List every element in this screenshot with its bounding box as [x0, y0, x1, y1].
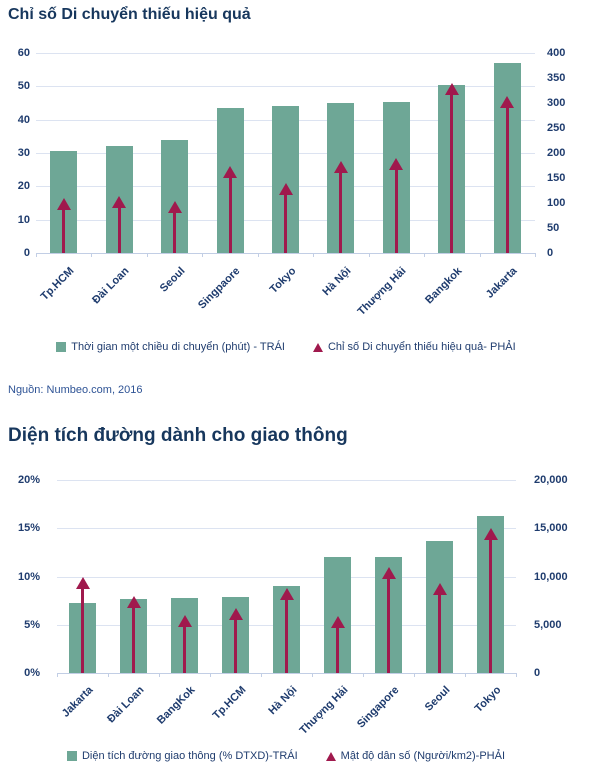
- arrow-marker-stem: [81, 586, 84, 674]
- left-axis-tick: 50: [17, 80, 30, 93]
- chart2-legend: [0, 750, 572, 762]
- x-axis-label: Hà Nội: [320, 265, 354, 299]
- bar-series-marker-icon: [67, 751, 77, 761]
- arrow-marker-stem: [173, 210, 176, 254]
- x-axis-label: Đài Loan: [104, 684, 146, 726]
- chart1-bar-legend-label: Thời gian một chiều di chuyển (phút) - TRÁI: [71, 341, 285, 353]
- arrow-marker-stem: [450, 92, 453, 253]
- x-axis-label: Singapore: [354, 684, 401, 731]
- arrow-marker-stem: [339, 170, 342, 254]
- x-axis-label: Thượng Hải: [297, 684, 350, 737]
- arrow-marker-head: [57, 198, 71, 210]
- right-axis-tick: 0: [547, 247, 554, 259]
- gridline: [57, 673, 516, 674]
- left-axis-tick: 60: [17, 47, 30, 59]
- gridline: [36, 53, 535, 54]
- chart2-left-axis: [0, 474, 40, 679]
- right-axis-tick: 200: [547, 147, 566, 159]
- left-axis-tick: 30: [17, 147, 30, 159]
- left-axis-tick: 20: [17, 180, 30, 193]
- arrow-marker-stem: [387, 576, 390, 673]
- x-axis-label: Tokyo: [267, 265, 298, 296]
- arrow-marker-stem: [229, 175, 232, 254]
- x-axis-label: Tp.HCM: [210, 684, 248, 722]
- gridline: [57, 528, 516, 529]
- right-axis-tick: 50: [547, 222, 560, 234]
- right-axis-tick: 400: [547, 47, 566, 59]
- arrow-series-marker-icon: [313, 343, 323, 352]
- x-axis-label: Singpaore: [196, 265, 243, 312]
- bar-series-marker-icon: [56, 342, 66, 352]
- arrow-marker-stem: [395, 167, 398, 253]
- right-axis-tick: 100: [547, 197, 566, 209]
- right-axis-tick: 350: [547, 72, 566, 84]
- x-axis-label: Đài Loan: [90, 265, 132, 307]
- arrow-marker-head: [127, 596, 141, 608]
- x-axis-label: Thượng Hải: [355, 265, 409, 318]
- arrow-marker-head: [500, 96, 514, 108]
- arrow-marker-head: [223, 166, 237, 178]
- x-axis-label: Jakarta: [59, 684, 95, 720]
- arrow-marker-stem: [183, 624, 186, 673]
- chart2-title: Diện tích đường dành cho giao thông: [8, 425, 348, 446]
- source-note: Nguồn: Numbeo.com, 2016: [8, 384, 143, 396]
- chart1-legend-item-bars: [56, 341, 285, 353]
- x-axis-label: Tokyo: [472, 684, 503, 715]
- arrow-marker-stem: [285, 597, 288, 673]
- x-axis-label: Hà Nội: [265, 684, 299, 718]
- arrow-marker-head: [178, 615, 192, 627]
- arrow-marker-head: [112, 196, 126, 208]
- arrow-marker-head: [334, 161, 348, 173]
- arrow-marker-head: [76, 577, 90, 589]
- arrow-marker-stem: [438, 592, 441, 673]
- chart2-bar-legend-label: Diện tích đường giao thông (% DTXD)-TRÁI: [81, 750, 298, 762]
- left-axis-tick: 10%: [17, 570, 40, 583]
- right-axis-tick: 5,000: [534, 618, 562, 631]
- gridline: [57, 480, 516, 481]
- chart1-left-axis: [0, 47, 30, 259]
- arrow-marker-head: [229, 608, 243, 620]
- chart2-plot-area: [57, 480, 516, 673]
- chart2-right-axis: [530, 474, 598, 679]
- arrow-marker-stem: [132, 605, 135, 673]
- arrow-marker-stem: [489, 537, 492, 673]
- chart1-legend-item-arrows: [313, 341, 516, 353]
- left-axis-tick: 40: [17, 113, 30, 126]
- right-axis-tick: 20,000: [534, 474, 568, 486]
- left-axis-tick: 0: [23, 247, 30, 259]
- gridline: [36, 253, 535, 254]
- x-axis-label: Tp.HCM: [38, 265, 77, 303]
- arrow-marker-stem: [284, 192, 287, 253]
- chart1-arrow-legend-label: Chỉ số Di chuyển thiếu hiệu quả- PHẢI: [327, 341, 516, 353]
- arrow-marker-head: [484, 528, 498, 540]
- arrow-marker-head: [331, 616, 345, 628]
- right-axis-tick: 250: [547, 122, 566, 134]
- left-axis-tick: 10: [17, 213, 30, 226]
- right-axis-tick: 300: [547, 97, 566, 109]
- chart2-arrow-legend-label: Mật độ dân số (Người/km2)-PHẢI: [340, 750, 506, 762]
- x-axis-label: Seoul: [422, 684, 452, 714]
- arrow-marker-head: [382, 567, 396, 579]
- chart1-right-axis: [543, 47, 599, 259]
- arrow-marker-stem: [118, 205, 121, 254]
- chart1-x-axis-labels: [36, 257, 535, 333]
- arrow-series-marker-icon: [326, 752, 336, 761]
- left-axis-tick: 5%: [24, 618, 40, 631]
- right-axis-tick: 0: [534, 667, 541, 679]
- chart1-title: Chỉ số Di chuyển thiếu hiệu quả: [8, 6, 251, 23]
- arrow-marker-head: [279, 183, 293, 195]
- left-axis-tick: 0%: [24, 667, 40, 679]
- arrow-marker-stem: [234, 617, 237, 673]
- axis-tick-mark: [516, 673, 517, 677]
- arrow-marker-head: [389, 158, 403, 170]
- right-axis-tick: 15,000: [534, 522, 568, 535]
- x-axis-label: Bangkok: [422, 265, 465, 307]
- arrow-marker-head: [280, 588, 294, 600]
- axis-tick-mark: [535, 253, 536, 257]
- left-axis-tick: 20%: [17, 474, 40, 486]
- right-axis-tick: 150: [547, 172, 566, 184]
- chart2-x-axis-labels: [57, 676, 516, 746]
- arrow-marker-stem: [336, 625, 339, 673]
- arrow-marker-stem: [506, 105, 509, 254]
- chart1-plot-area: [36, 53, 535, 253]
- arrow-marker-head: [168, 201, 182, 213]
- left-axis-tick: 15%: [17, 522, 40, 535]
- arrow-marker-head: [445, 83, 459, 95]
- x-axis-label: BangKok: [154, 684, 197, 727]
- chart2-legend-item-arrows: [326, 750, 505, 762]
- arrow-marker-stem: [62, 207, 65, 253]
- right-axis-tick: 10,000: [534, 570, 568, 583]
- x-axis-label: Jakarta: [484, 265, 520, 301]
- chart1-legend: [0, 341, 572, 353]
- arrow-marker-head: [433, 583, 447, 595]
- x-axis-label: Seoul: [157, 265, 188, 295]
- chart2-legend-item-bars: [67, 750, 298, 762]
